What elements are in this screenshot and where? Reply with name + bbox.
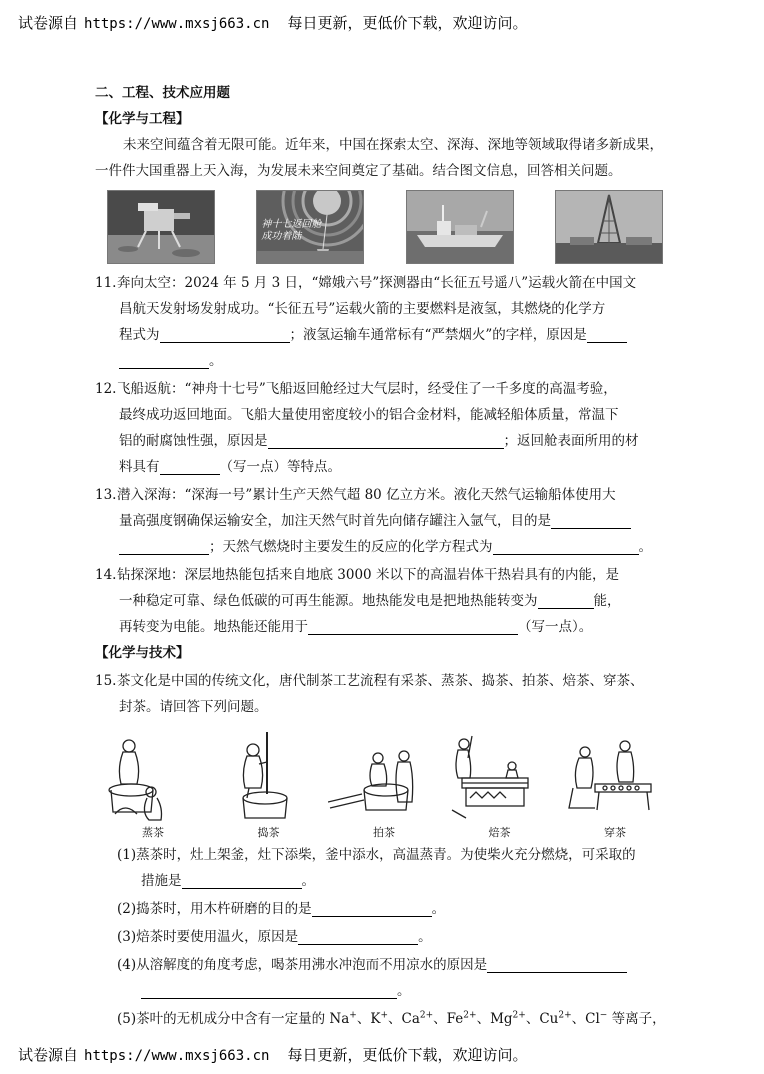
q15-sub5-end: 等离子， xyxy=(611,1011,666,1027)
tea-label-patting: 拍茶 xyxy=(373,826,395,839)
q14-text-b: 能， xyxy=(593,593,621,609)
q12-line2: 最终成功返回地面。飞船大量使用密度较小的铝合金材料，能减轻船体质量，常温下 xyxy=(119,407,619,423)
q11-answer-blank-1[interactable] xyxy=(160,326,290,343)
q13-line1: 潜入深海：“深海一号”累计生产天然气超 80 亿立方米。液化天然气运输船体使用大 xyxy=(117,487,616,503)
q13-end: 。 xyxy=(638,539,652,555)
q12-answer-blank-1[interactable] xyxy=(268,432,504,449)
q15-line1: 茶文化是中国的传统文化，唐代制茶工艺流程有采茶、蒸茶、捣茶、拍茶、焙茶、穿茶、 xyxy=(117,673,644,689)
q15-sub5-text: (5)茶叶的无机成分中含有一定量的 xyxy=(117,1011,326,1027)
q11-number: 11. xyxy=(95,275,117,291)
q15-line2: 封茶。请回答下列问题。 xyxy=(119,699,268,715)
banner-url-link-bottom[interactable]: https://www.mxsj663.cn xyxy=(84,1048,270,1064)
q12-text-b: ；返回舱表面所用的材 xyxy=(503,433,639,449)
q15-sub4-line1 xyxy=(117,952,675,978)
q15-sub-4 xyxy=(95,952,675,1004)
q12-line4 xyxy=(119,454,675,480)
q14-answer-blank-2[interactable] xyxy=(308,618,518,635)
banner-slogan-bottom: 每日更新，更低价下载，欢迎访问。 xyxy=(287,1046,528,1064)
q15-sub4-line2 xyxy=(117,978,675,1004)
question-14 xyxy=(95,562,675,640)
exam-content xyxy=(95,80,675,1032)
q14-answer-blank-1[interactable] xyxy=(538,592,594,609)
q11-line2: 昌航天发射场发射成功。“长征五号”运载火箭的主要燃料是液氢，其燃烧的化学方 xyxy=(119,301,606,317)
q12-number: 12. xyxy=(95,381,117,397)
q14-line2 xyxy=(119,588,675,614)
q13-answer-blank-1-cont[interactable] xyxy=(119,538,209,555)
q14-text-a: 一种稳定可靠、绿色低碳的可再生能源。地热能发电是把地热能转变为 xyxy=(119,593,538,609)
q11-text-b: ；液氢运输车通常标有“严禁烟火”的字样，原因是 xyxy=(289,327,587,343)
question-15 xyxy=(95,668,675,720)
q15-sub-3 xyxy=(95,924,675,950)
q15-sub1-text: 措施是 xyxy=(141,873,182,889)
q11-line4 xyxy=(119,348,675,374)
banner-prefix: 试卷源自 xyxy=(18,14,79,32)
q15-sub4-answer-blank[interactable] xyxy=(487,956,627,973)
q13-number: 13. xyxy=(95,487,117,503)
q11-answer-blank-2-cont[interactable] xyxy=(119,352,209,369)
q12-line1: 飞船返航：“神舟十七号”飞船返回舱经过大气层时，经受住了一千多度的高温考验， xyxy=(117,381,617,397)
q12-answer-blank-2[interactable] xyxy=(160,458,220,475)
top-banner xyxy=(18,12,527,33)
tea-label-steaming: 蒸茶 xyxy=(142,826,164,839)
q15-sub2-answer-blank[interactable] xyxy=(312,900,432,917)
q15-sub3-end: 。 xyxy=(418,929,432,945)
tea-process-illustrations xyxy=(95,720,675,824)
q15-sub-5: (5)茶叶的无机成分中含有一定量的 Na+、K+、$Ca^{2+}$、$Fe^{2+}$、$Mg^{2+}$、$Cu^{2+}$、Cl− 等离子， xyxy=(117,1010,666,1027)
question-12 xyxy=(95,376,675,480)
steaming-tea-illustration xyxy=(101,732,201,824)
photo-row xyxy=(95,184,675,268)
question-11 xyxy=(95,270,675,374)
q13-answer-blank-2[interactable] xyxy=(493,538,639,555)
q15-sub2-text: (2)捣茶时，用木杵研磨的目的是 xyxy=(117,901,312,917)
q13-text-a: 量高强度钢确保运输安全，加注天然气时首先向储存罐注入氩气，目的是 xyxy=(119,513,551,529)
tea-label-threading: 穿茶 xyxy=(604,826,626,839)
intro-paragraph: 未来空间蕴含着无限可能。近年来，中国在探索太空、深海、深地等领域取得诸多新成果，一件件大国重器上天入海，为发展未来空间奠定了基础。结合图文信息，回答相关问题。 xyxy=(95,137,663,179)
threading-tea-illustration xyxy=(555,732,655,824)
q12-text-d: （写一点）等特点。 xyxy=(219,459,341,475)
capsule-photo-caption: 神十七返回舱成功着陆 xyxy=(261,219,322,242)
patting-tea-illustration xyxy=(328,732,428,824)
q11-answer-blank-2[interactable] xyxy=(587,326,627,343)
q14-text-d: （写一点）。 xyxy=(518,619,593,635)
drilling-rig-photo xyxy=(555,190,663,264)
q13-answer-blank-1[interactable] xyxy=(551,512,631,529)
q12-text-a: 铝的耐腐蚀性强，原因是 xyxy=(119,433,268,449)
q14-line1: 钻探深地：深层地热能包括来自地底 3000 米以下的高温岩体干热岩具有的内能，是 xyxy=(117,567,619,583)
q14-number: 14. xyxy=(95,567,117,583)
q13-line3 xyxy=(119,534,675,560)
section-title: 二、工程、技术应用题 xyxy=(95,85,230,101)
q15-sub1-end: 。 xyxy=(301,873,315,889)
ion-cu: $Cu^{2+}$ xyxy=(539,1010,572,1027)
tea-process-labels xyxy=(95,826,675,840)
q12-line3 xyxy=(119,428,675,454)
subsection-chem-engineering: 【化学与工程】 xyxy=(95,111,190,127)
lunar-lander-photo xyxy=(107,190,215,264)
capsule-landing-photo xyxy=(256,190,364,264)
q15-sub2-end: 。 xyxy=(431,901,446,917)
q15-sub3-answer-blank[interactable] xyxy=(298,928,418,945)
q14-line3 xyxy=(119,614,675,640)
q12-text-c: 料具有 xyxy=(119,459,160,475)
subsection-chem-technology: 【化学与技术】 xyxy=(95,645,190,661)
q11-text-a: 程式为 xyxy=(119,327,160,343)
ion-na: Na+ xyxy=(329,1010,357,1027)
banner-slogan: 每日更新，更低价下载，欢迎访问。 xyxy=(287,14,528,32)
tea-label-pounding: 捣茶 xyxy=(257,826,280,839)
baking-tea-illustration xyxy=(442,732,542,824)
banner-prefix-bottom: 试卷源自 xyxy=(18,1046,79,1064)
q13-text-b: ；天然气燃烧时主要发生的反应的化学方程式为 xyxy=(209,539,493,555)
bottom-banner xyxy=(18,1044,527,1065)
q11-line3 xyxy=(119,322,675,348)
q11-end: 。 xyxy=(209,353,223,369)
q15-sub4-text: (4)从溶解度的角度考虑，喝茶用沸水冲泡而不用凉水的原因是 xyxy=(117,957,488,973)
tea-label-baking: 焙茶 xyxy=(488,826,511,839)
ion-cl: Cl− xyxy=(585,1010,608,1027)
q15-sub1-answer-blank[interactable] xyxy=(182,872,302,889)
q15-sub3-text: (3)焙茶时要使用温火，原因是 xyxy=(117,929,299,945)
banner-url-link[interactable]: https://www.mxsj663.cn xyxy=(84,16,270,32)
pounding-tea-illustration xyxy=(215,732,315,824)
q15-number: 15. xyxy=(95,673,117,689)
q15-sub-2 xyxy=(95,896,675,922)
q15-sub-1 xyxy=(95,842,675,894)
q14-text-c: 再转变为电能。地热能还能用于 xyxy=(119,619,308,635)
ion-mg: $Mg^{2+}$ xyxy=(490,1010,526,1027)
ion-k: K+ xyxy=(370,1010,388,1027)
q15-sub1-line1: (1)蒸茶时，灶上架釜，灶下添柴，釜中添水，高温蒸青。为使柴火充分燃烧，可采取的 xyxy=(117,847,636,863)
question-13 xyxy=(95,482,675,560)
lng-ship-photo xyxy=(406,190,514,264)
q13-line2 xyxy=(119,508,675,534)
ion-fe: $Fe^{2+}$ xyxy=(446,1010,477,1027)
ion-ca: $Ca^{2+}$ xyxy=(401,1010,434,1027)
q15-sub1-line2 xyxy=(117,868,675,894)
q11-line1: 奔向太空：2024 年 5 月 3 日，“嫦娥六号”探测器由“长征五号遥八”运载火箭在中国文 xyxy=(117,275,637,291)
q15-sub4-answer-blank-cont[interactable] xyxy=(141,982,397,999)
q15-sub4-end: 。 xyxy=(397,983,411,999)
